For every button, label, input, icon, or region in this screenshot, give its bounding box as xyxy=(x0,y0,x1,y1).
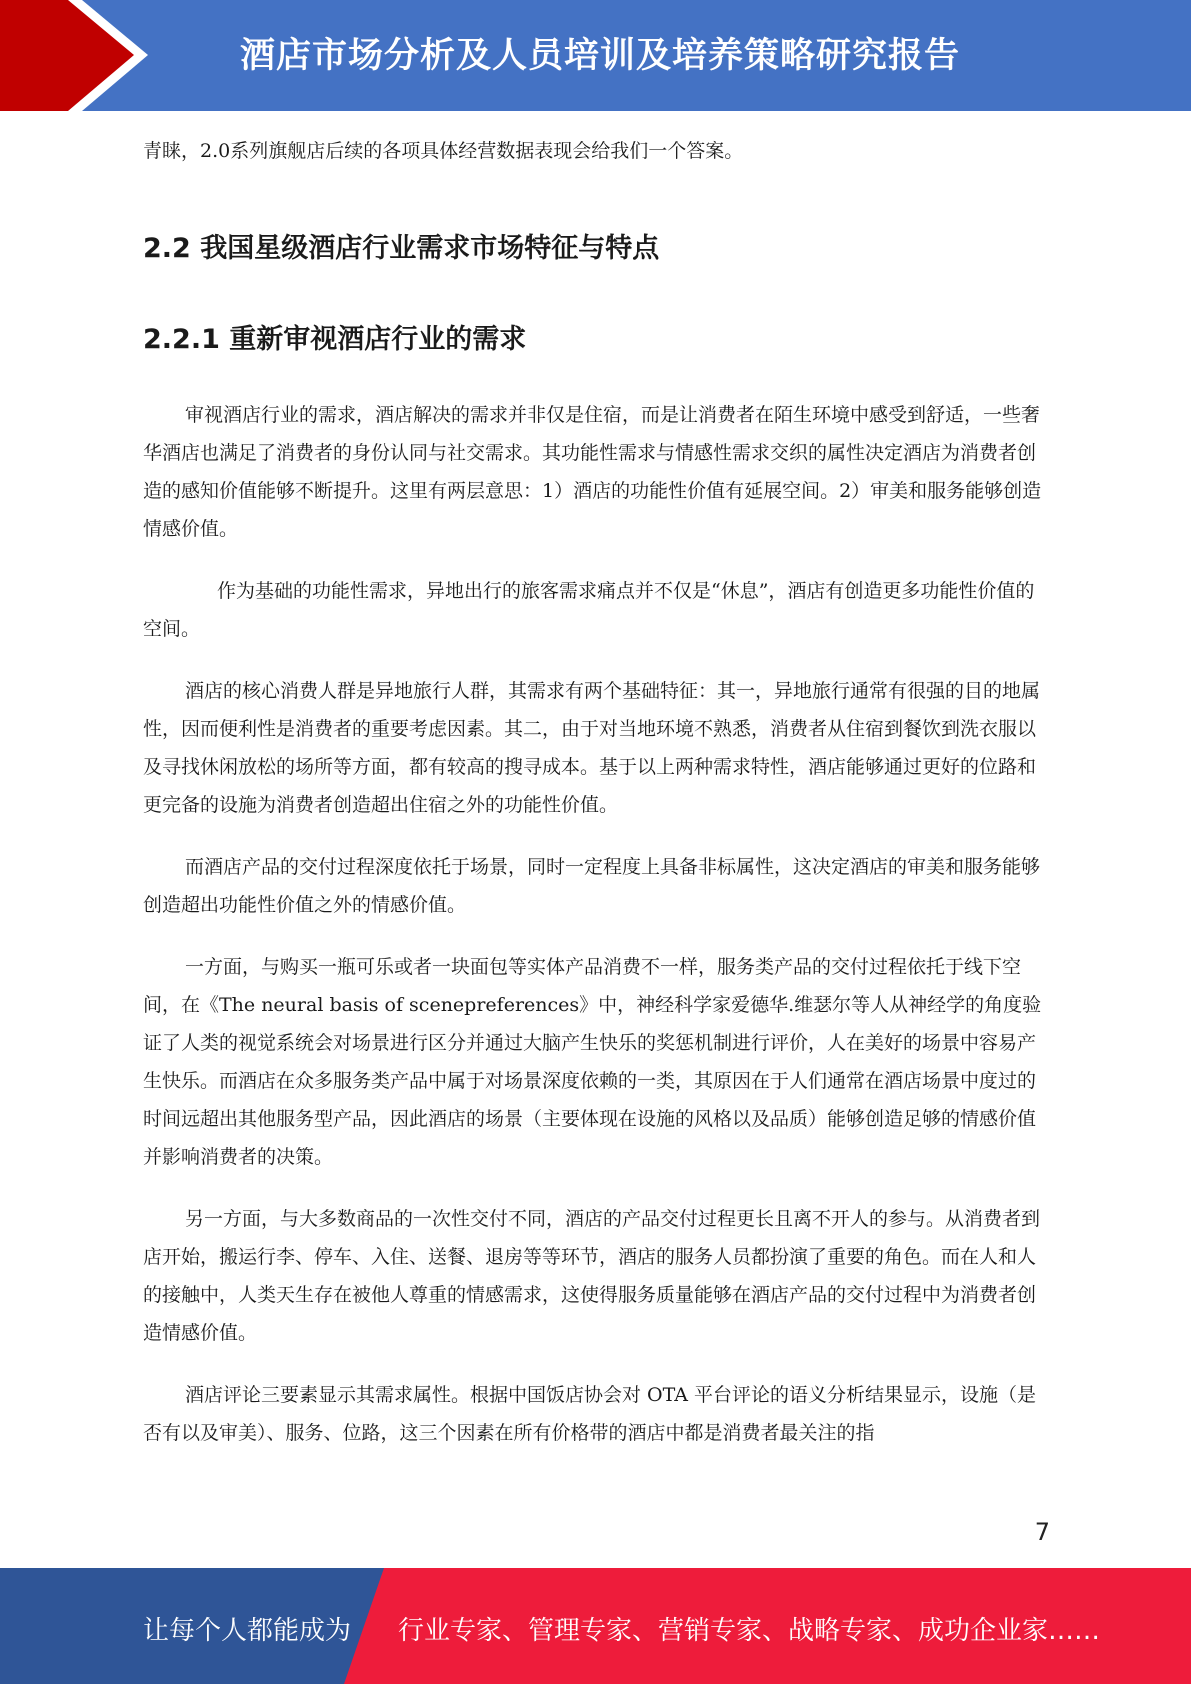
page-number: 7 xyxy=(1034,1518,1050,1546)
footer-slogan-left: 让每个人都能成为 xyxy=(143,1616,352,1646)
page-content xyxy=(143,132,1046,1452)
paragraph-6: 另一方面，与大多数商品的一次性交付不同，酒店的产品交付过程更长且离不开人的参与。从消费者到店开始，搬运行李、停车、入住、送餐、退房等等环节，酒店的服务人员都扮演了重要的角色。而在人和人的接触中，人类天生存在被他人尊重的情感需求，这使得服务质量能够在酒店产品的交付过程中为消费者创造情感价值。 xyxy=(143,1208,1041,1344)
paragraph-1: 审视酒店行业的需求，酒店解决的需求并非仅是住宿，而是让消费者在陌生环境中感受到舒适，一些奢华酒店也满足了消费者的身份认同与社交需求。其功能性需求与情感性需求交织的属性决定酒店为消费者创造的感知价值能够不断提升。这里有两层意思：1）酒店的功能性价值有延展空间。2）审美和服务能够创造情感价值。 xyxy=(143,404,1042,540)
section-heading-2-2: 2.2 我国星级酒店行业需求市场特征与特点 xyxy=(143,233,660,264)
section-heading-2-2-1: 2.2.1 重新审视酒店行业的需求 xyxy=(143,324,527,355)
paragraph-2: 作为基础的功能性需求，异地出行的旅客需求痛点并不仅是“休息”，酒店有创造更多功能性价值的空间。 xyxy=(143,580,1035,640)
paragraph-continued: 青睐，2.0系列旗舰店后续的各项具体经营数据表现会给我们一个答案。 xyxy=(143,140,744,162)
paragraph-4: 而酒店产品的交付过程深度依托于场景，同时一定程度上具备非标属性，这决定酒店的审美和服务能够创造超出功能性价值之外的情感价值。 xyxy=(143,856,1041,916)
page-footer xyxy=(0,1568,1191,1684)
paragraph-5: 一方面，与购买一瓶可乐或者一块面包等实体产品消费不一样，服务类产品的交付过程依托于线下空间，在《The neural basis of scenepreferences》中，神经科学家爱德华.维瑟尔等人从神经学的角度验证了人类的视觉系统会对场景进行区分并通过大脑产生快乐的奖惩机制进行评价，人在美好的场景中容易产生快乐。而酒店在众多服务类产品中属于对场景深度依赖的一类，其原因在于人们通常在酒店场景中度过的时间远超出其他服务型产品，因此酒店的场景（主要体现在设施的风格以及品质）能够创造足够的情感价值并影响消费者的决策。 xyxy=(143,956,1042,1168)
document-title: 酒店市场分析及人员培训及培养策略研究报告 xyxy=(240,36,961,76)
page-header xyxy=(0,0,1191,111)
paragraph-7: 酒店评论三要素显示其需求属性。根据中国饭店协会对 OTA 平台评论的语义分析结果显示，设施（是否有以及审美）、服务、位路，这三个因素在所有价格带的酒店中都是消费者最关注的指 xyxy=(143,1384,1037,1444)
footer-slogan-right: 行业专家、管理专家、营销专家、战略专家、成功企业家…… xyxy=(398,1616,1101,1646)
paragraph-3: 酒店的核心消费人群是异地旅行人群，其需求有两个基础特征：其一，异地旅行通常有很强的目的地属性，因而便利性是消费者的重要考虑因素。其二，由于对当地环境不熟悉，消费者从住宿到餐饮到洗衣服以及寻找休闲放松的场所等方面，都有较高的搜寻成本。基于以上两种需求特性，酒店能够通过更好的位路和更完备的设施为消费者创造超出住宿之外的功能性价值。 xyxy=(143,680,1041,816)
